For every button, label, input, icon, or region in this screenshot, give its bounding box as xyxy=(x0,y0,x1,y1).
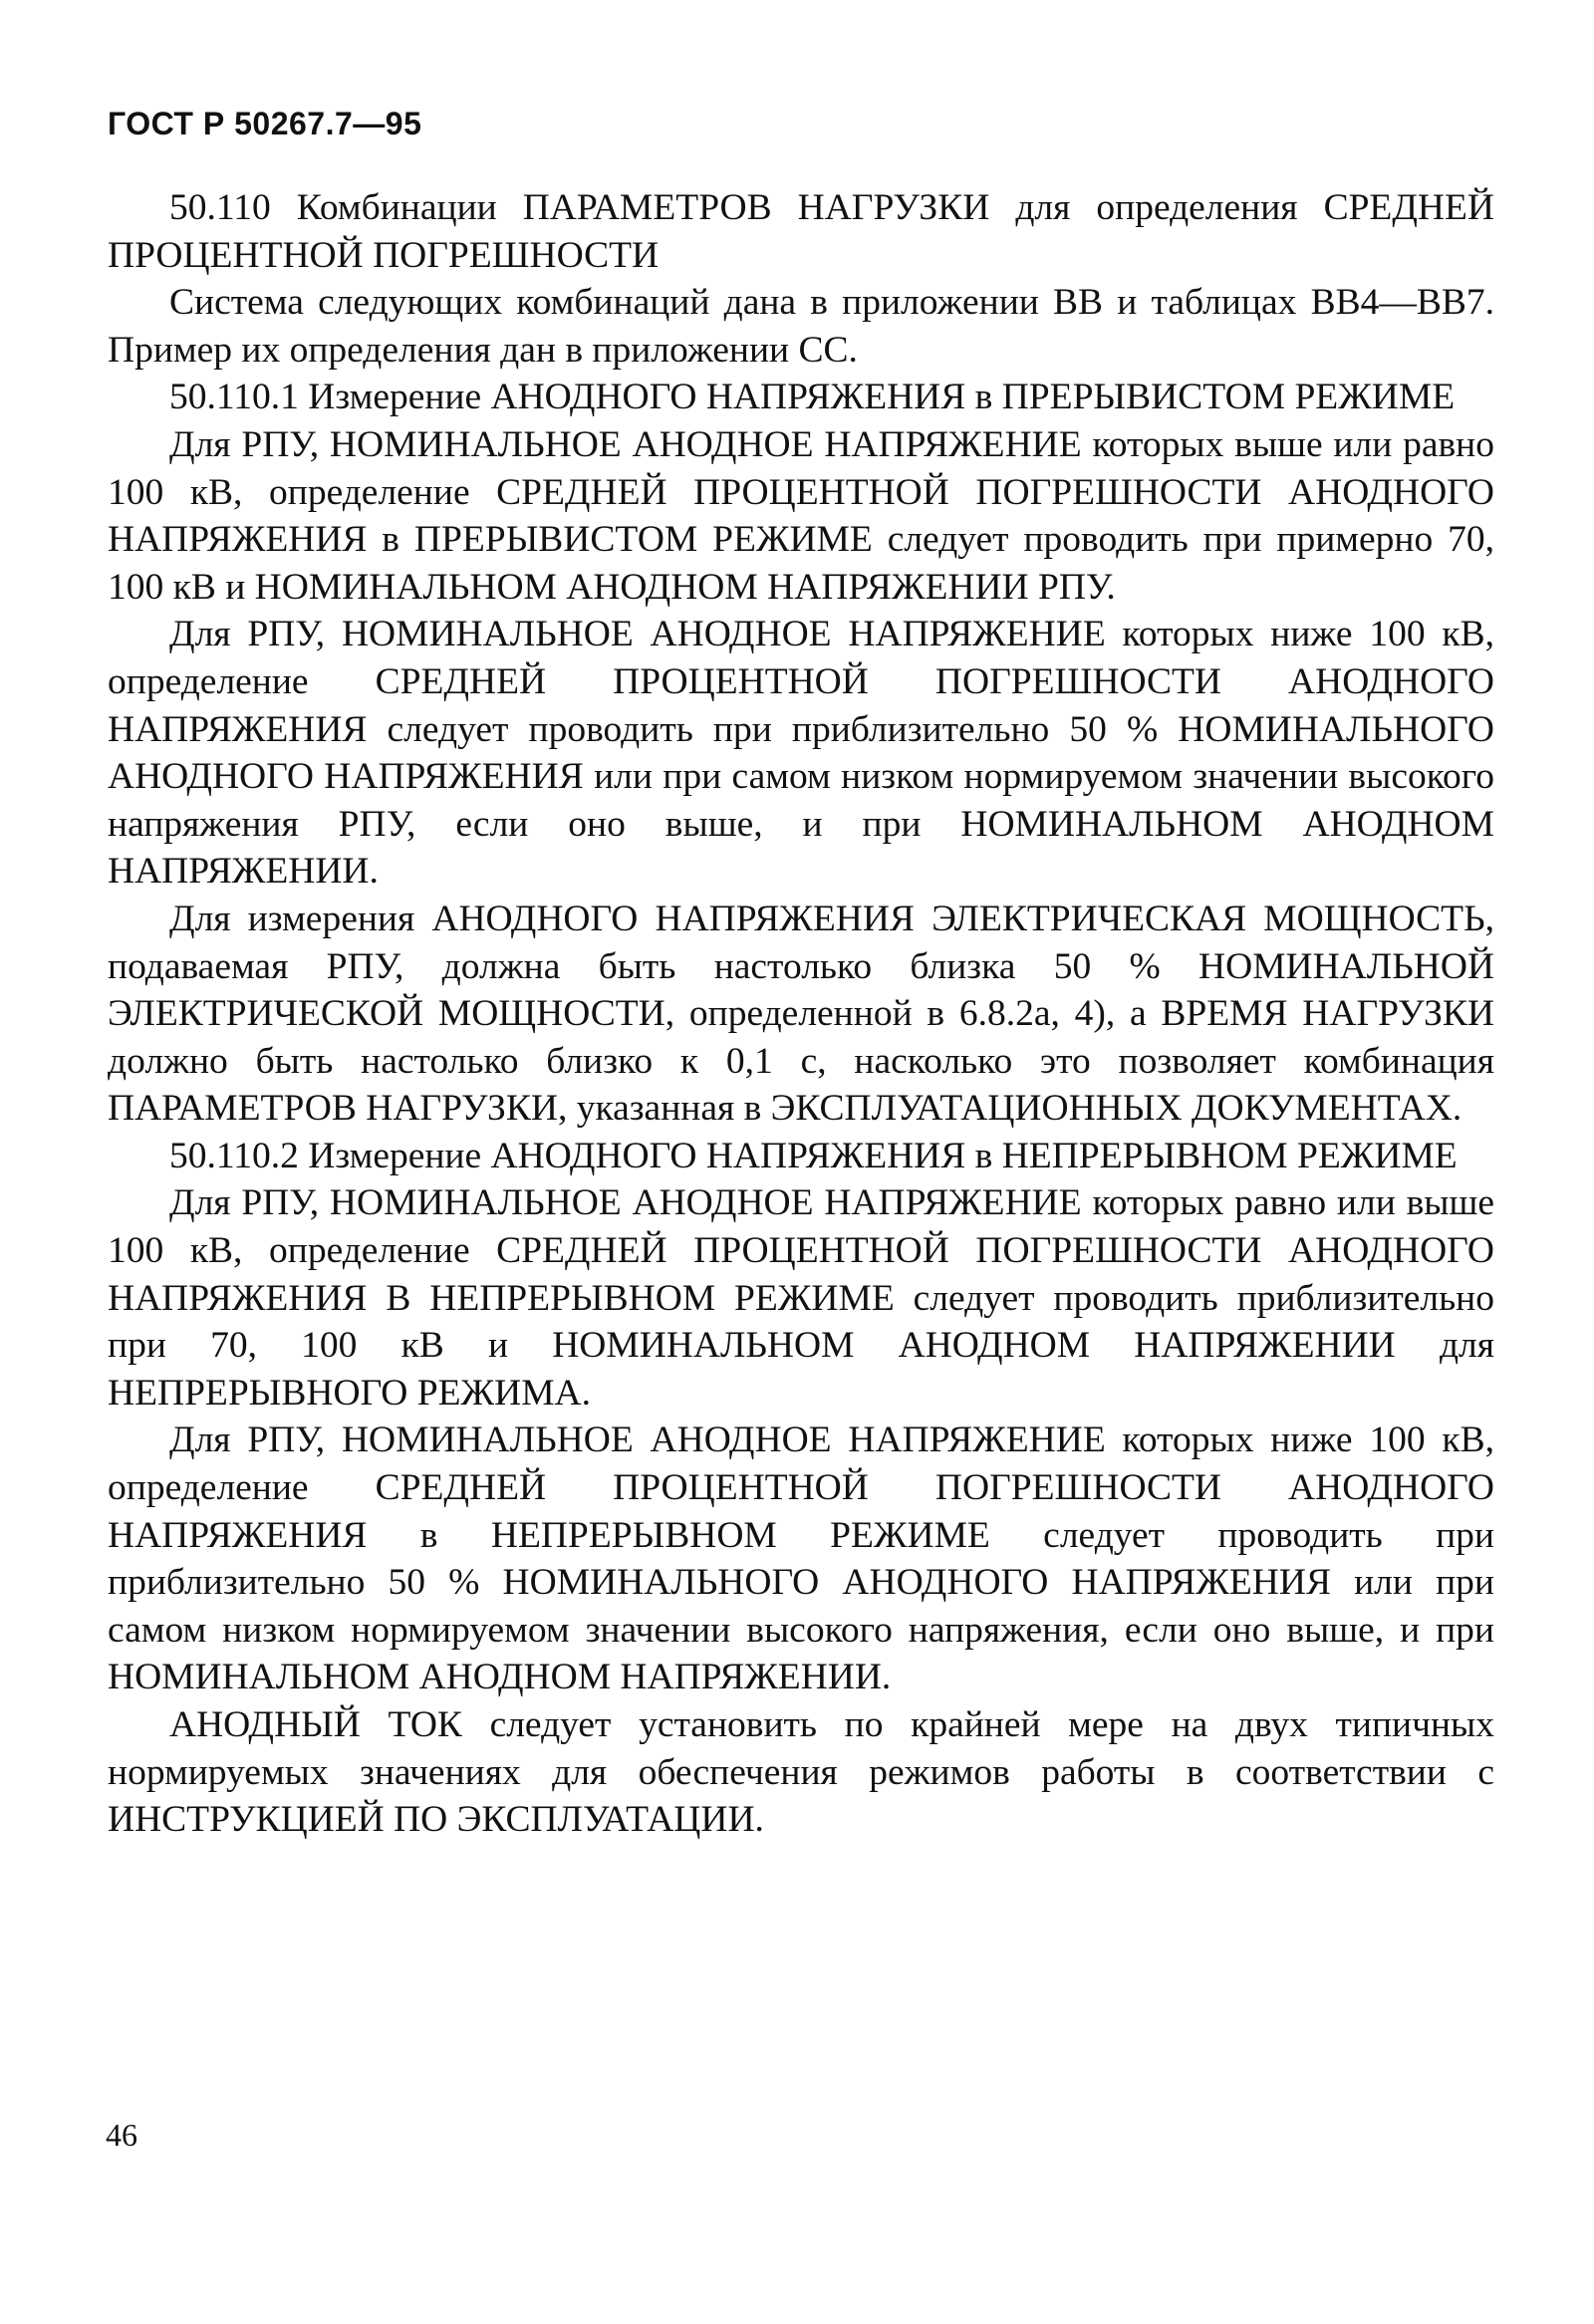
paragraph-intermittent-low-voltage: Для РПУ, НОМИНАЛЬНОЕ АНОДНОЕ НАПРЯЖЕНИЕ которых ниже 100 кВ, определение СРЕДНЕЙ ПРОЦЕНТНОЙ ПОГРЕШНОСТИ АНОДНОГО НАПРЯЖЕНИЯ следует проводить при приблизительно 50 % НОМИНАЛЬНОГО АНОДНОГО НАПРЯЖЕНИЯ или при самом низком нормируемом значении высокого напряжения РПУ, если оно выше, и при НОМИНАЛЬНОМ АНОДНОМ НАПРЯЖЕНИИ. xyxy=(108,614,1494,893)
paragraph-electrical-power-condition: Для измерения АНОДНОГО НАПРЯЖЕНИЯ ЭЛЕКТРИЧЕСКАЯ МОЩНОСТЬ, подаваемая РПУ, должна быть настолько близка 50 % НОМИНАЛЬНОЙ ЭЛЕКТРИЧЕСКОЙ МОЩНОСТИ, определенной в 6.8.2а, 4), а ВРЕМЯ НАГРУЗКИ должно быть настолько близко к 0,1 с, насколько это позволяет комбинация ПАРАМЕТРОВ НАГРУЗКИ, указанная в ЭКСПЛУАТАЦИОННЫХ ДОКУМЕНТАХ. xyxy=(108,898,1494,1130)
paragraph-anode-current: АНОДНЫЙ ТОК следует установить по крайней мере на двух типичных нормируемых значениях для обеспечения режимов работы в соответствии с ИНСТРУКЦИЕЙ ПО ЭКСПЛУАТАЦИИ. xyxy=(108,1704,1494,1841)
paragraph-clause-50-110-2: 50.110.2 Измерение АНОДНОГО НАПРЯЖЕНИЯ в НЕПРЕРЫВНОМ РЕЖИМЕ xyxy=(169,1135,1458,1176)
paragraph-intermittent-high-voltage: Для РПУ, НОМИНАЛЬНОЕ АНОДНОЕ НАПРЯЖЕНИЕ которых выше или равно 100 кВ, определение СРЕДНЕЙ ПРОЦЕНТНОЙ ПОГРЕШНОСТИ АНОДНОГО НАПРЯЖЕНИЯ в ПРЕРЫВИСТОМ РЕЖИМЕ следует проводить при примерно 70, 100 кВ и НОМИНАЛЬНОМ АНОДНОМ НАПРЯЖЕНИИ РПУ. xyxy=(108,423,1494,608)
body-text xyxy=(108,184,1494,1844)
paragraph-clause-50-110: 50.110 Комбинации ПАРАМЕТРОВ НАГРУЗКИ для определения СРЕДНЕЙ ПРОЦЕНТНОЙ ПОГРЕШНОСТИ xyxy=(108,187,1494,276)
paragraph-continuous-low-voltage: Для РПУ, НОМИНАЛЬНОЕ АНОДНОЕ НАПРЯЖЕНИЕ которых ниже 100 кВ, определение СРЕДНЕЙ ПРОЦЕНТНОЙ ПОГРЕШНОСТИ АНОДНОГО НАПРЯЖЕНИЯ в НЕПРЕРЫВНОМ РЕЖИМЕ следует проводить при приблизительно 50 % НОМИНАЛЬНОГО АНОДНОГО НАПРЯЖЕНИЯ или при самом низком нормируемом значении высокого напряжения, если оно выше, и при НОМИНАЛЬНОМ АНОДНОМ НАПРЯЖЕНИИ. xyxy=(108,1420,1494,1698)
paragraph-clause-50-110-1: 50.110.1 Измерение АНОДНОГО НАПРЯЖЕНИЯ в ПРЕРЫВИСТОМ РЕЖИМЕ xyxy=(169,377,1456,418)
paragraph-continuous-high-voltage: Для РПУ, НОМИНАЛЬНОЕ АНОДНОЕ НАПРЯЖЕНИЕ которых равно или выше 100 кВ, определение СРЕДНЕЙ ПРОЦЕНТНОЙ ПОГРЕШНОСТИ АНОДНОГО НАПРЯЖЕНИЯ В НЕПРЕРЫВНОМ РЕЖИМЕ следует проводить приблизительно при 70, 100 кВ и НОМИНАЛЬНОМ АНОДНОМ НАПРЯЖЕНИИ для НЕПРЕРЫВНОГО РЕЖИМА. xyxy=(108,1182,1494,1414)
page-number: 46 xyxy=(106,2117,137,2153)
paragraph-system-of-combinations: Система следующих комбинаций дана в приложении ВВ и таблицах ВВ4—ВВ7. Пример их определения дан в приложении СС. xyxy=(108,282,1494,371)
standard-header: ГОСТ Р 50267.7—95 xyxy=(108,106,422,141)
